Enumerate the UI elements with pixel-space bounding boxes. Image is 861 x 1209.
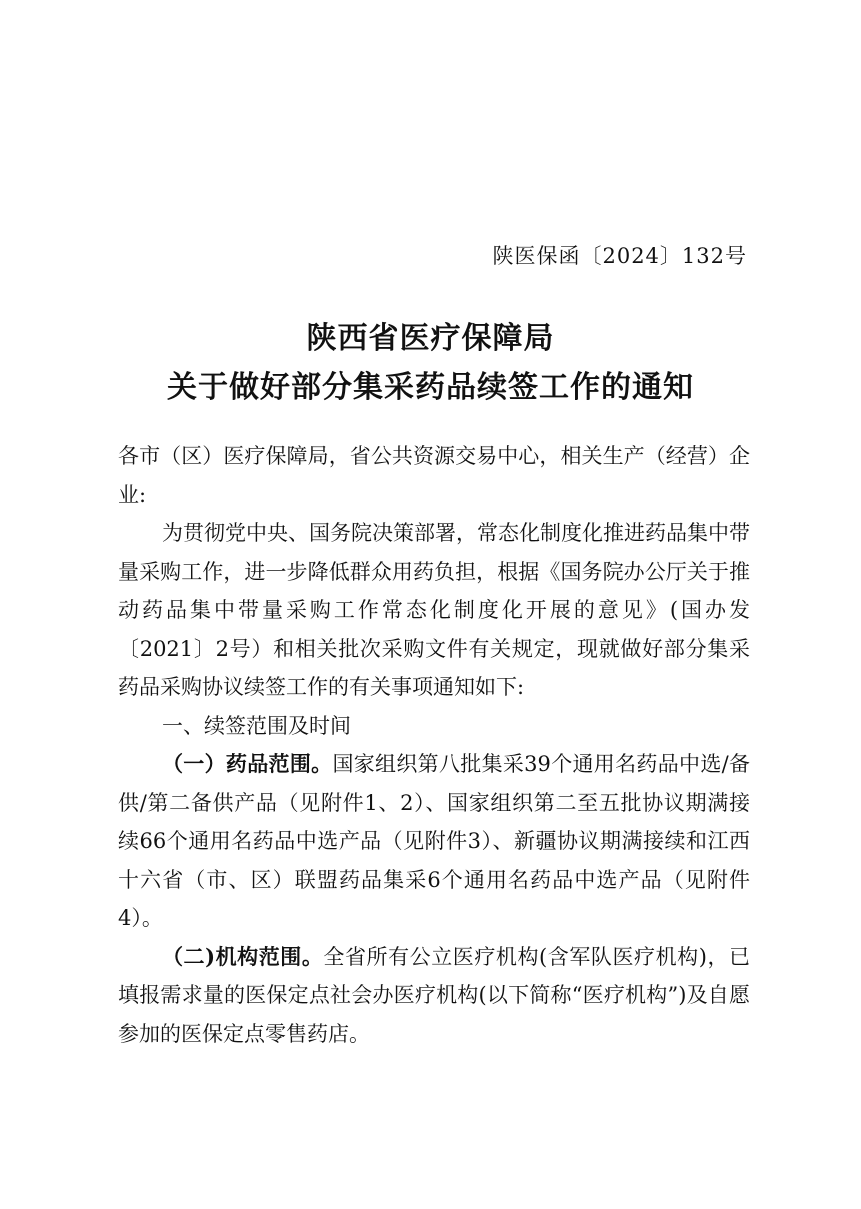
document-number: 陕医保函〔2024〕132号 (492, 244, 747, 268)
item-2-paragraph (118, 938, 750, 1054)
section-heading-1: 一、续签范围及时间 (162, 713, 351, 738)
addressee: 各市（区）医疗保障局，省公共资源交易中心，相关生产（经营）企业: (118, 444, 750, 507)
title-line-1: 陕西省医疗保障局 (306, 321, 555, 356)
title-line-2: 关于做好部分集采药品续签工作的通知 (167, 370, 694, 405)
item-2-text: 全省所有公立医疗机构(含军队医疗机构)，已填报需求量的医保定点社会办医疗机构(以下简称“医疗机构”)及自愿参加的医保定点零售药店。 (118, 944, 751, 1046)
item-2-lead: （二)机构范围。 (162, 943, 324, 969)
intro-paragraph: 为贯彻党中央、国务院决策部署，常态化制度化推进药品集中带量采购工作，进一步降低群众用药负担，根据《国务院办公厅关于推动药品集中带量采购工作常态化制度化开展的意见》(国办发〔2021〕2号）和相关批次采购文件有关规定，现就做好部分集采药品采购协议续签工作的有关事项通知如下: (118, 521, 750, 699)
document-body (118, 437, 750, 1053)
item-1-text: 国家组织第八批集采39个通用名药品中选/备供/第二备供产品（见附件1、2）、国家组织第二至五批协议期满接续66个通用名药品中选产品（见附件3）、新疆协议期满接续和江西十六省（市、区）联盟药品集采6个通用名药品中选产品（见附件4）。 (118, 752, 751, 930)
item-1-lead: （一）药品范围。 (162, 751, 333, 776)
item-1-paragraph (118, 745, 750, 938)
